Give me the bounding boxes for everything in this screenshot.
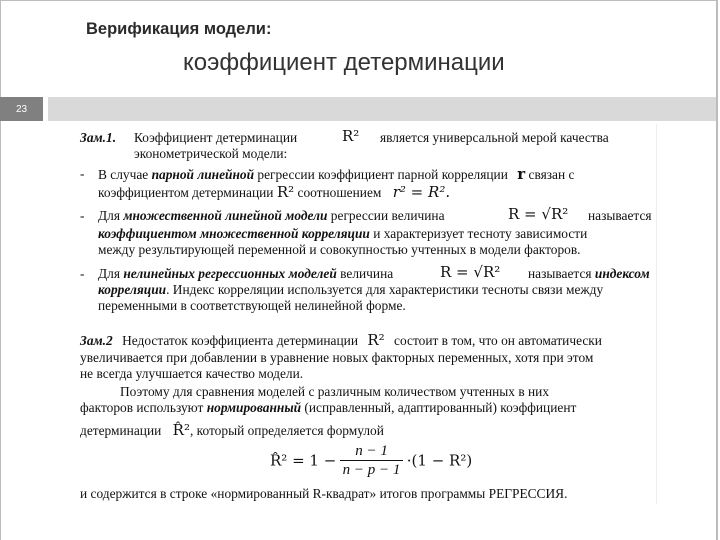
text-image-panel (76, 124, 657, 504)
note1-text-a: Коэффициент детерминации (134, 130, 298, 145)
bullet1-line2 (98, 184, 450, 201)
formula-fraction (340, 442, 404, 479)
bullet1-text-b: регрессии коэффициент парной корреляции (254, 167, 508, 182)
bullet1-emphasis: парной линейной (151, 167, 255, 182)
bullet2-term: коэффициентом множественной корреляции (98, 226, 370, 241)
bullet3-formula: R = √R² (440, 263, 501, 281)
bullet1-text-a: В случае (98, 167, 152, 182)
bullet3-line1 (98, 263, 650, 282)
note2-r2-symbol: R² (367, 331, 385, 349)
bullet1-text-d: коэффициентом детерминации (98, 185, 274, 200)
bullet2-text-a: Для (98, 208, 124, 223)
note2-line1 (80, 332, 602, 349)
formula-numerator: n − 1 (340, 442, 404, 461)
bullet2-emphasis: множественной линейной модели (123, 208, 328, 223)
note1-label: Зам.1. (80, 130, 117, 145)
slide-border-right (716, 0, 718, 540)
formula-lhs: R̂² = 1 − (270, 451, 337, 470)
bullet1-r-symbol: r (517, 165, 526, 183)
note2-text-b: состоит в том, что он автоматически (394, 333, 602, 348)
bullet3-text-e: . Индекс корреляции используется для характеристики тесноты связи между (166, 282, 604, 297)
adjusted-r2-symbol: R̂² (172, 421, 190, 439)
note2-line5 (80, 400, 576, 416)
bullet1-text-e: соотношением (297, 185, 382, 200)
bullet2-line1 (98, 205, 652, 224)
bullet3-text-a: Для (98, 266, 124, 281)
bullet1-text-c: связан с (525, 167, 575, 182)
note1-line2: эконометрической модели: (134, 146, 288, 161)
note2-line4: Поэтому для сравнения моделей с различным количеством учтенных в них (120, 384, 550, 399)
bullet2-text-e: и характеризует тесноту зависимости (369, 226, 588, 241)
adjusted-r2-formula (270, 442, 472, 479)
bullet3-emphasis: нелинейных регрессионных моделей (123, 266, 337, 281)
slide-title: Верификация модели: (86, 20, 272, 38)
note2-text-l6a: детерминации (80, 423, 162, 438)
bullet1-r2-symbol: R² (276, 183, 295, 201)
note2-text-a: Недостаток коэффициента детерминации (122, 333, 358, 348)
note2-label: Зам.2 (80, 333, 113, 348)
bullet2-formula: R = √R² (508, 205, 569, 223)
bullet3-line3: переменными в соответствующей нелинейной форме. (98, 298, 406, 313)
bullet1-line1 (98, 166, 574, 183)
note1-text-b: является универсальной мерой качества (380, 130, 609, 145)
bullet2-line2 (98, 226, 587, 242)
note2-line2: увеличивается при добавлении в уравнение новых факторных переменных, хотя при этом (80, 350, 594, 365)
note2-text-l6b: , который определяется формулой (189, 423, 384, 438)
bullet3-line2 (98, 282, 603, 298)
formula-denominator: n − p − 1 (342, 462, 401, 478)
bullet3-text-c: называется (528, 266, 595, 281)
bullet2-text-b: регрессии величина (327, 208, 445, 223)
bullet3-term: корреляции (98, 282, 167, 297)
bullet3-text-b: величина (336, 266, 394, 281)
bullet2-dash: - (80, 208, 85, 223)
note2-line6 (80, 422, 384, 439)
note1-r2-symbol: R² (342, 127, 360, 145)
note2-emphasis: нормированный (206, 400, 302, 415)
bullet3-dash: - (80, 266, 85, 281)
note2-text-l5a: факторов используют (80, 400, 207, 415)
formula-rhs: ·(1 − R²) (406, 451, 473, 470)
bullet3-text-c-wrap (528, 266, 650, 282)
bullet2-text-c: называется (588, 208, 652, 223)
header-bar (48, 97, 716, 121)
slide-subtitle: коэффициент детерминации (183, 49, 505, 76)
note2-line7: и содержится в строке «нормированный R-квадрат» итогов программы РЕГРЕССИЯ. (80, 486, 568, 501)
note2-line3: не всегда улучшается качество модели. (80, 366, 304, 381)
note2-text-l5b: (исправленный, адаптированный) коэффициент (301, 400, 577, 415)
slide-border-top (0, 0, 718, 1)
bullet2-line3: между результирующей переменной и совокупностью учтенных в модели факторов. (98, 242, 581, 257)
slide-border-left (0, 0, 1, 540)
bullet1-dash: - (80, 166, 85, 181)
bullet1-relation: r² = R². (392, 183, 451, 201)
bullet3-emphasis2: индексом (594, 266, 650, 281)
note1-line1 (80, 127, 609, 146)
slide-number: 23 (0, 97, 43, 121)
